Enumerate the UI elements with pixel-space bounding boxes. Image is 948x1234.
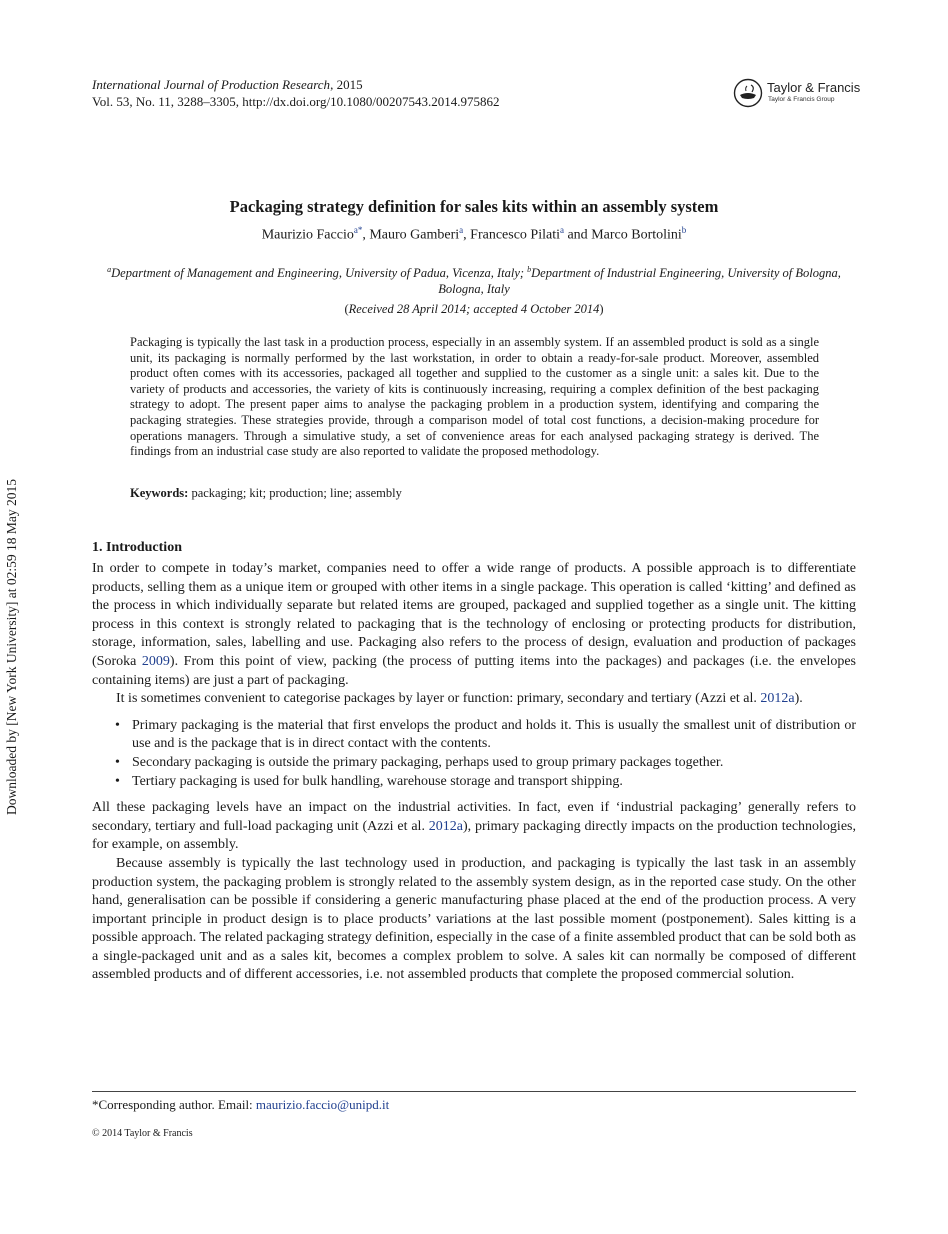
section-body xyxy=(92,560,856,985)
author: Maurizio Faccio xyxy=(261,227,354,243)
author: Marco Bortolini xyxy=(591,227,682,243)
publisher-group: Taylor & Francis Group xyxy=(768,96,835,103)
footnote-divider xyxy=(92,1091,856,1092)
affiliation-b: Department of Industrial Engineering, University of Bologna, Bologna, Italy xyxy=(438,266,841,296)
author-email-link[interactable]: maurizio.faccio@unipd.it xyxy=(255,1097,390,1112)
author: Francesco Pilati xyxy=(470,227,560,243)
keywords-text: packaging; kit; production; line; assembly xyxy=(188,486,402,500)
paragraph: It is sometimes convenient to categorise packages by layer or function: primary, secondary and tertiary (Azzi et al. 2012a). xyxy=(116,691,803,707)
bullet-icon: • xyxy=(115,717,120,733)
corresponding-author-footnote: *Corresponding author. Email: maurizio.faccio@unipd.it xyxy=(92,1097,390,1112)
section-heading: 1. Introduction xyxy=(92,540,182,555)
publisher-logo xyxy=(733,78,863,110)
bullet-icon: • xyxy=(115,773,120,789)
citation-link[interactable]: 2012a xyxy=(760,691,795,707)
download-watermark xyxy=(4,425,20,815)
journal-year: , 2015 xyxy=(330,77,363,92)
list-item: • Primary packaging is the material that first envelops the product and holds it. This is usually the smallest unit of distribution or use and is the package that is in direct contact with the contents. xyxy=(115,717,856,752)
volume-doi-line: Vol. 53, No. 11, 3288–3305, http://dx.doi.org/10.1080/00207543.2014.975862 xyxy=(92,94,500,109)
author: Mauro Gamberi xyxy=(369,227,460,243)
citation-link[interactable]: 2009 xyxy=(141,653,170,669)
list-item: • Tertiary packaging is used for bulk handling, warehouse storage and transport shipping. xyxy=(132,773,856,792)
received-dates: (Received 28 April 2014; accepted 4 October 2014) xyxy=(344,302,604,316)
download-watermark-text: Downloaded by [New York University] at 02:59 18 May 2015 xyxy=(4,479,19,815)
paper-title: Packaging strategy definition for sales kits within an assembly system xyxy=(229,197,719,216)
bullet-list xyxy=(92,717,856,791)
author-affiliation-mark[interactable]: a xyxy=(459,225,464,235)
author-affiliation-mark[interactable]: a xyxy=(559,225,564,235)
paragraph: In order to compete in today’s market, companies need to offer a wide range of products. A possible approach is to differentiate products, selling them as a unique item or grouped with other items in a single package. This operation is called ‘kitting’ and defined as the process in which individually separate but related items are grouped, packaged and supplied together as a single unit. The kitting process in this context is strongly related to packaging that is the technology of enclosing or protecting products for distribution, storage, information, sales, labelling and use. Packaging also refers to the process of design, evaluation and production of packages (Soroka 2009). From this point of view, packing (the process of putting items into the packages) and packages (i.e. the envelopes containing items) are just a part of packaging. xyxy=(92,561,857,688)
author-affiliation-mark[interactable]: b xyxy=(681,225,687,235)
taylor-francis-lamp-icon xyxy=(733,78,763,108)
author-affiliation-mark[interactable]: a* xyxy=(353,225,363,235)
affiliations: $^a$Department of Management and Engineering, University of Padua, Vicenza, Italy; $^b$Department of Industrial Engineering, University of Bologna, Bologna, Italy xyxy=(107,265,841,296)
affiliation-a: Department of Management and Engineering, University of Padua, Vicenza, Italy; xyxy=(111,266,528,281)
keywords-label: Keywords: xyxy=(130,486,189,500)
author-list: Maurizio Faccio$^{a*}$, Mauro Gamberi$^a$, Francesco Pilati$^a$ and Marco Bortolini$^b$ xyxy=(261,225,687,243)
journal-citation xyxy=(92,76,363,93)
bullet-icon: • xyxy=(115,754,120,770)
paragraph: Because assembly is typically the last technology used in production, and packaging is typically the last task in an assembly production system, the packaging problem is strongly related to the assembly system design, as in the reported case study. On the other hand, generalisation can be possible if considering a generic manufacturing phase placed at the end of the production process. A very important principle in product design is to place products’ variations at the last possible moment (postponement). Sales kitting is a possible approach. The related packaging strategy definition, especially in the case of a finite assembled product that can be sold both as a single-packaged unit and as a sales kit, becomes a complex problem to solve. A sales kit can normally be composed of different assembled products and of different accessories, i.e. not assembled products that complete the proposed commercial solution. xyxy=(92,855,856,983)
citation-link[interactable]: 2012a xyxy=(428,818,463,834)
keywords xyxy=(130,486,402,501)
list-item: • Secondary packaging is outside the primary packaging, perhaps used to group primary packages together. xyxy=(132,754,856,773)
abstract: Packaging is typically the last task in a production process, especially in an assembly system. If an assembled product is sold as a single unit, its packaging is normally performed by the last workstation, in order to obtain a ready-for-sale product. Moreover, assembled product often comes with its accessories, packaged all together and supplied to the customer as a single unit: a sales kit. Due to the variety of products and accessories, the variety of kits is continuously increasing, requiring a complex definition of the best packaging strategy to adopt. The present paper aims to analyse the packaging problem in a production system, identifying and comparing the packaging strategies. These strategies provide, through a comparison model of total cost functions, a decision-making procedure for operations managers. Through a simulative study, a set of convenience areas for each analysed packaging strategy is derived. The findings from an industrial case study are also reported to validate the proposed methodology. xyxy=(130,335,819,459)
journal-name: International Journal of Production Research xyxy=(92,77,331,92)
copyright-notice: © 2014 Taylor & Francis xyxy=(92,1128,193,1139)
paragraph: All these packaging levels have an impact on the industrial activities. In fact, even if ‘industrial packaging’ generally refers to secondary, tertiary and full-load packaging unit (Azzi et al. 2012a), primary packaging directly impacts on the production technologies, for example, on assembly. xyxy=(92,800,856,853)
publisher-name: Taylor & Francis xyxy=(767,80,861,95)
